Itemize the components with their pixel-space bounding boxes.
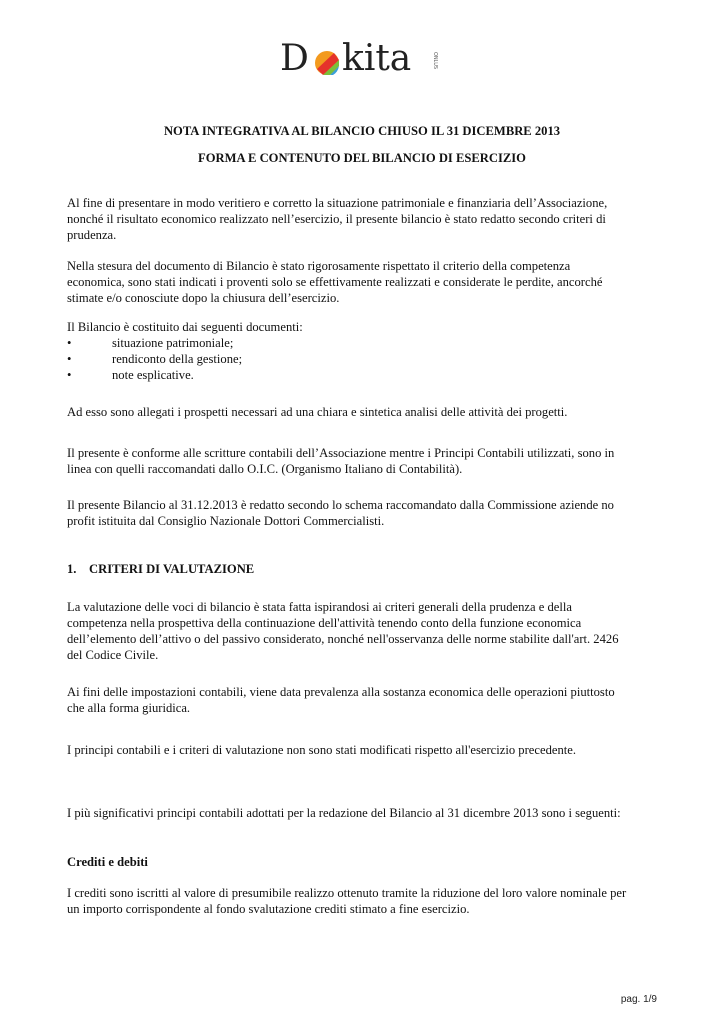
logo-sun-icon (314, 50, 340, 76)
bullet-icon: • (67, 336, 72, 350)
paragraph-line: Il Bilancio è costituito dai seguenti documenti: (67, 320, 303, 334)
document-title: NOTA INTEGRATIVA AL BILANCIO CHIUSO IL 31 DICEMBRE 2013 (163, 124, 561, 138)
paragraph-line: competenza nella prospettiva della continuazione dell'attività tenendo conto della funzione economica (67, 616, 582, 630)
logo-letter-d: D (280, 38, 309, 79)
subsection-heading: Crediti e debiti (67, 855, 148, 869)
bullet-icon: • (67, 352, 72, 366)
document-subtitle: FORMA E CONTENUTO DEL BILANCIO DI ESERCIZIO (198, 151, 526, 165)
paragraph-line: Il presente Bilancio al 31.12.2013 è redatto secondo lo schema raccomandato dalla Commissione aziende no (67, 498, 614, 512)
paragraph-line: nonché il risultato economico realizzato nell’esercizio, il presente bilancio è stato redatto secondo criteri di (67, 212, 606, 226)
paragraph-line: Il presente è conforme alle scritture contabili dell’Associazione mentre i Principi Contabili utilizzati, sono in (67, 446, 615, 460)
paragraph-line: stimate e/o conosciute dopo la chiusura dell’esercizio. (67, 291, 340, 305)
logo-text: kita (342, 38, 412, 79)
paragraph-line: I più significativi principi contabili adottati per la redazione del Bilancio al 31 dicembre 2013 sono i seguenti: (67, 806, 621, 820)
logo-onlus: ONLUS (432, 52, 438, 70)
bullet-icon: • (67, 368, 72, 382)
paragraph-line: Al fine di presentare in modo veritiero e corretto la situazione patrimoniale e finanziaria dell’Associazione, (67, 196, 608, 210)
paragraph-line: Ai fini delle impostazioni contabili, viene data prevalenza alla sostanza economica delle operazioni piuttosto (67, 685, 615, 699)
page-number: pag. 1/9 (620, 994, 657, 1005)
paragraph-line: Ad esso sono allegati i prospetti necessari ad una chiara e sintetica analisi delle attività dei progetti. (67, 405, 568, 419)
paragraph-line: del Codice Civile. (67, 648, 159, 662)
dokita-logo (280, 38, 450, 82)
paragraph-line: I crediti sono iscritti al valore di presumibile realizzo ottenuto tramite la riduzione del loro valore nominale per (67, 886, 627, 900)
paragraph-line: un importo corrispondente al fondo svalutazione crediti stimato a fine esercizio. (67, 902, 470, 916)
paragraph-line: prudenza. (67, 228, 117, 242)
list-item: situazione patrimoniale; (112, 336, 234, 350)
paragraph-line: economica, sono stati indicati i proventi solo se effettivamente realizzati e considerate le perdite, ancorché (67, 275, 603, 289)
paragraph-line: Nella stesura del documento di Bilancio è stato rigorosamente rispettato il criterio della competenza (67, 259, 571, 273)
paragraph-line: dell’elemento dell’attivo o del passivo considerato, nonché nell'osservanza delle norme stabilite dall'art. 2426 (67, 632, 619, 646)
paragraph-line: La valutazione delle voci di bilancio è stata fatta ispirandosi ai criteri generali della prudenza e della (67, 600, 572, 614)
list-item: rendiconto della gestione; (112, 352, 243, 366)
paragraph-line: linea con quelli raccomandati dallo O.I.C. (Organismo Italiano di Contabilità). (67, 462, 463, 476)
paragraph-line: che alla forma giuridica. (67, 701, 191, 715)
list-item: note esplicative. (112, 368, 194, 382)
paragraph-line: I principi contabili e i criteri di valutazione non sono stati modificati rispetto all'esercizio precedente. (67, 743, 576, 757)
paragraph-line: profit istituita dal Consiglio Nazionale Dottori Commercialisti. (67, 514, 385, 528)
section-heading: 1. CRITERI DI VALUTAZIONE (67, 562, 255, 576)
